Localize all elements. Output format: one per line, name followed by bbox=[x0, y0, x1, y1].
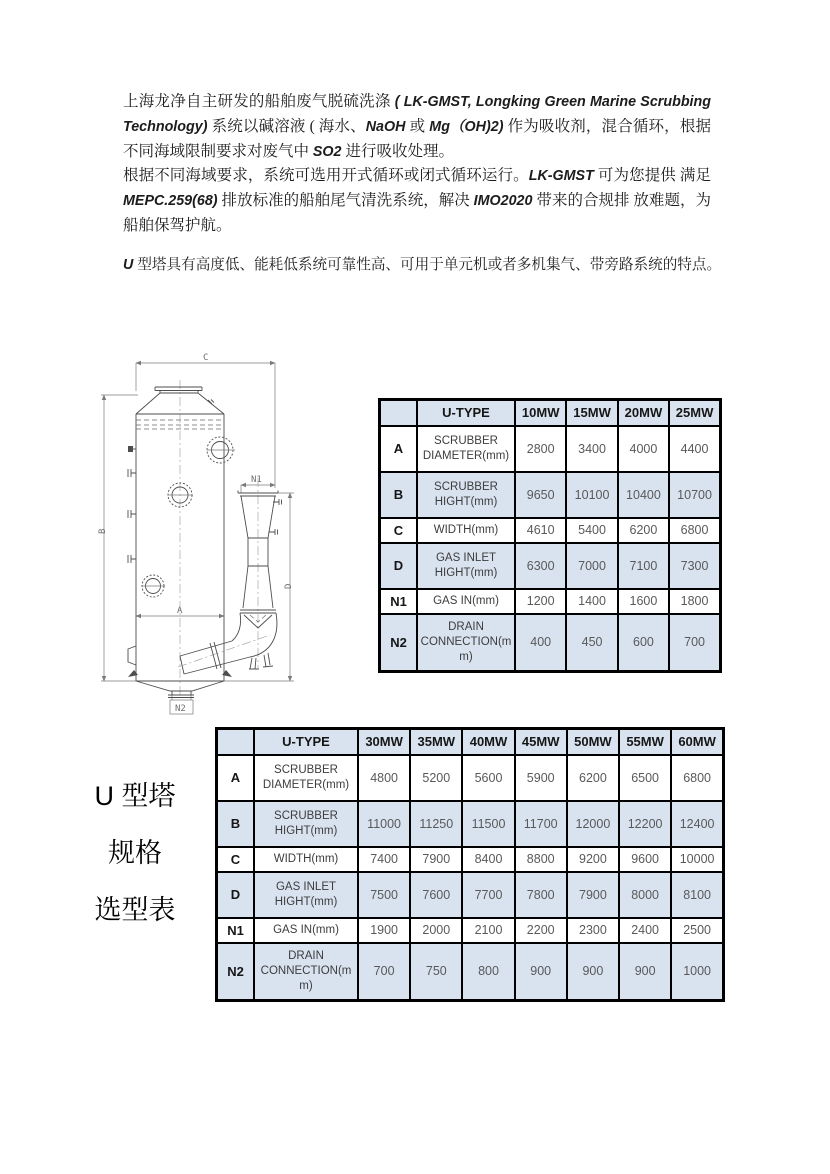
spec-value: 8400 bbox=[462, 847, 514, 872]
row-key: N1 bbox=[217, 918, 255, 943]
paragraph-2 bbox=[123, 164, 711, 237]
spec-value: 2100 bbox=[462, 918, 514, 943]
spec-value: 7400 bbox=[358, 847, 410, 872]
spec-value: 6800 bbox=[671, 755, 723, 801]
spec-value: 1200 bbox=[515, 589, 566, 614]
spec-value: 10100 bbox=[566, 472, 617, 518]
spec-row-n1 bbox=[380, 589, 721, 614]
row-key: C bbox=[217, 847, 255, 872]
row-key: B bbox=[380, 472, 418, 518]
side-caption-line3: 选型表 bbox=[94, 895, 176, 925]
spec-value: 1900 bbox=[358, 918, 410, 943]
spec-row-n1 bbox=[217, 918, 724, 943]
text-run: 系统以碱溶液 ( 海水、 bbox=[211, 117, 366, 135]
spec-value: 6300 bbox=[515, 543, 566, 589]
spec-value: 2200 bbox=[515, 918, 567, 943]
table-header-row bbox=[217, 729, 724, 755]
row-label: DRAIN CONNECTION(mm) bbox=[254, 943, 358, 1001]
dim-label-d: D bbox=[284, 583, 294, 589]
text-run: NaOH bbox=[365, 118, 410, 135]
spec-row-a bbox=[380, 426, 721, 472]
paragraph-1 bbox=[123, 90, 711, 164]
spec-value: 6200 bbox=[567, 755, 619, 801]
spec-value: 750 bbox=[410, 943, 462, 1001]
row-key: A bbox=[217, 755, 255, 801]
spec-value: 7800 bbox=[515, 872, 567, 918]
spec-value: 5400 bbox=[566, 518, 617, 543]
spec-value: 900 bbox=[619, 943, 671, 1001]
spec-value: 6800 bbox=[669, 518, 720, 543]
row-key: A bbox=[380, 426, 418, 472]
spec-value: 7300 bbox=[669, 543, 720, 589]
spec-value: 7700 bbox=[462, 872, 514, 918]
row-label: GAS IN(mm) bbox=[254, 918, 358, 943]
text-run: Mg（OH)2) bbox=[429, 118, 508, 135]
spec-value: 12000 bbox=[567, 801, 619, 847]
spec-value: 4800 bbox=[358, 755, 410, 801]
spec-value: 7900 bbox=[567, 872, 619, 918]
row-key: D bbox=[217, 872, 255, 918]
text-run: MEPC.259(68) bbox=[123, 193, 222, 210]
scrubber-tower bbox=[128, 380, 235, 698]
spec-value: 450 bbox=[566, 614, 617, 672]
row-key: N2 bbox=[217, 943, 255, 1001]
spec-value: 1000 bbox=[671, 943, 723, 1001]
text-run: 或 bbox=[409, 117, 430, 135]
text-run: LK-GMST bbox=[528, 168, 598, 185]
spec-value: 2400 bbox=[619, 918, 671, 943]
column-header: 20MW bbox=[618, 400, 669, 426]
spec-row-b bbox=[380, 472, 721, 518]
text-run: 可为您提供 满足 bbox=[597, 167, 711, 185]
dim-label-c: C bbox=[203, 353, 209, 363]
spec-value: 8000 bbox=[619, 872, 671, 918]
spec-value: 11250 bbox=[410, 801, 462, 847]
column-header: U-TYPE bbox=[417, 400, 515, 426]
dim-label-a: A bbox=[177, 606, 183, 616]
spec-value: 9650 bbox=[515, 472, 566, 518]
spec-value: 11000 bbox=[358, 801, 410, 847]
dim-label-n2: N2 bbox=[175, 704, 186, 714]
spec-value: 8100 bbox=[671, 872, 723, 918]
spec-value: 9200 bbox=[567, 847, 619, 872]
paragraph-3 bbox=[123, 254, 721, 276]
dim-label-b: B bbox=[98, 528, 108, 534]
column-header: 60MW bbox=[671, 729, 723, 755]
spec-row-d bbox=[380, 543, 721, 589]
spec-value: 2000 bbox=[410, 918, 462, 943]
side-caption bbox=[76, 768, 194, 939]
spec-table-30-60mw bbox=[215, 727, 725, 1002]
spec-value: 10400 bbox=[618, 472, 669, 518]
spec-value: 11700 bbox=[515, 801, 567, 847]
table-header-row bbox=[380, 400, 721, 426]
spec-value: 2300 bbox=[567, 918, 619, 943]
side-caption-line2: 规格 bbox=[108, 838, 162, 868]
text-run: 进行吸收处理。 bbox=[345, 142, 454, 160]
row-key: D bbox=[380, 543, 418, 589]
spec-value: 400 bbox=[515, 614, 566, 672]
column-header: 40MW bbox=[462, 729, 514, 755]
row-label: GAS INLET HIGHT(mm) bbox=[417, 543, 515, 589]
row-label: GAS INLET HIGHT(mm) bbox=[254, 872, 358, 918]
spec-value: 1400 bbox=[566, 589, 617, 614]
spec-value: 8800 bbox=[515, 847, 567, 872]
spec-value: 7900 bbox=[410, 847, 462, 872]
column-header: U-TYPE bbox=[254, 729, 358, 755]
text-run: 作为吸收剂，混合循环，根据不同海域限制要求对废气中 bbox=[123, 117, 711, 160]
column-header: 30MW bbox=[358, 729, 410, 755]
spec-value: 600 bbox=[618, 614, 669, 672]
spec-value: 11500 bbox=[462, 801, 514, 847]
intro-text-block bbox=[123, 90, 711, 238]
spec-table-10-25mw bbox=[378, 398, 722, 673]
row-label: GAS IN(mm) bbox=[417, 589, 515, 614]
spec-row-a bbox=[217, 755, 724, 801]
corner-cell bbox=[380, 400, 418, 426]
spec-value: 800 bbox=[462, 943, 514, 1001]
spec-value: 2800 bbox=[515, 426, 566, 472]
spec-value: 12200 bbox=[619, 801, 671, 847]
spec-value: 900 bbox=[515, 943, 567, 1001]
spec-value: 10000 bbox=[671, 847, 723, 872]
venturi-inlet-duct bbox=[178, 478, 282, 674]
row-key: B bbox=[217, 801, 255, 847]
corner-cell bbox=[217, 729, 255, 755]
spec-value: 7000 bbox=[566, 543, 617, 589]
spec-value: 10700 bbox=[669, 472, 720, 518]
spec-value: 5600 bbox=[462, 755, 514, 801]
spec-value: 9600 bbox=[619, 847, 671, 872]
column-header: 55MW bbox=[619, 729, 671, 755]
text-run: IMO2020 bbox=[473, 193, 537, 210]
spec-value: 700 bbox=[358, 943, 410, 1001]
column-header: 35MW bbox=[410, 729, 462, 755]
spec-row-n2 bbox=[217, 943, 724, 1001]
text-run: 上海龙净自主研发的船舶废气脱硫洗涤 bbox=[123, 93, 395, 110]
row-label: SCRUBBER DIAMETER(mm) bbox=[417, 426, 515, 472]
text-run: ( LK-GMST, Longking Green Marine Scrubbing Technology) bbox=[123, 94, 711, 135]
side-caption-line1: U 型塔 bbox=[94, 781, 176, 811]
spec-row-c bbox=[217, 847, 724, 872]
column-header: 10MW bbox=[515, 400, 566, 426]
text-run: 带来的合规排 放难题，为船舶保驾护航。 bbox=[123, 192, 711, 234]
column-header: 25MW bbox=[669, 400, 720, 426]
text-run: U bbox=[123, 257, 138, 273]
spec-value: 7500 bbox=[358, 872, 410, 918]
text-run: 根据不同海域要求，系统可选用开式循环或闭式循环运行。 bbox=[123, 167, 529, 185]
scrubber-technical-drawing bbox=[98, 338, 343, 723]
spec-value: 4400 bbox=[669, 426, 720, 472]
row-label: DRAIN CONNECTION(mm) bbox=[417, 614, 515, 672]
row-label: SCRUBBER DIAMETER(mm) bbox=[254, 755, 358, 801]
row-label: SCRUBBER HIGHT(mm) bbox=[254, 801, 358, 847]
spec-value: 5900 bbox=[515, 755, 567, 801]
spec-value: 12400 bbox=[671, 801, 723, 847]
spec-value: 7100 bbox=[618, 543, 669, 589]
row-label: WIDTH(mm) bbox=[417, 518, 515, 543]
spec-row-c bbox=[380, 518, 721, 543]
row-key: C bbox=[380, 518, 418, 543]
spec-value: 7600 bbox=[410, 872, 462, 918]
column-header: 50MW bbox=[567, 729, 619, 755]
text-run: SO2 bbox=[312, 143, 346, 160]
text-run: 排放标准的船舶尾气清洗系统，解决 bbox=[221, 192, 474, 210]
column-header: 45MW bbox=[515, 729, 567, 755]
spec-value: 4000 bbox=[618, 426, 669, 472]
row-label: SCRUBBER HIGHT(mm) bbox=[417, 472, 515, 518]
spec-value: 900 bbox=[567, 943, 619, 1001]
column-header: 15MW bbox=[566, 400, 617, 426]
row-label: WIDTH(mm) bbox=[254, 847, 358, 872]
spec-row-d bbox=[217, 872, 724, 918]
spec-value: 1800 bbox=[669, 589, 720, 614]
row-key: N2 bbox=[380, 614, 418, 672]
row-key: N1 bbox=[380, 589, 418, 614]
spec-value: 6500 bbox=[619, 755, 671, 801]
text-run: 型塔具有高度低、能耗低系统可靠性高、可用于单元机或者多机集气、带旁路系统的特点。 bbox=[137, 257, 722, 273]
spec-value: 3400 bbox=[566, 426, 617, 472]
spec-value: 5200 bbox=[410, 755, 462, 801]
dim-label-n1: N1 bbox=[251, 475, 262, 485]
spec-value: 6200 bbox=[618, 518, 669, 543]
spec-row-n2 bbox=[380, 614, 721, 672]
spec-value: 4610 bbox=[515, 518, 566, 543]
spec-value: 700 bbox=[669, 614, 720, 672]
spec-value: 1600 bbox=[618, 589, 669, 614]
spec-value: 2500 bbox=[671, 918, 723, 943]
spec-row-b bbox=[217, 801, 724, 847]
